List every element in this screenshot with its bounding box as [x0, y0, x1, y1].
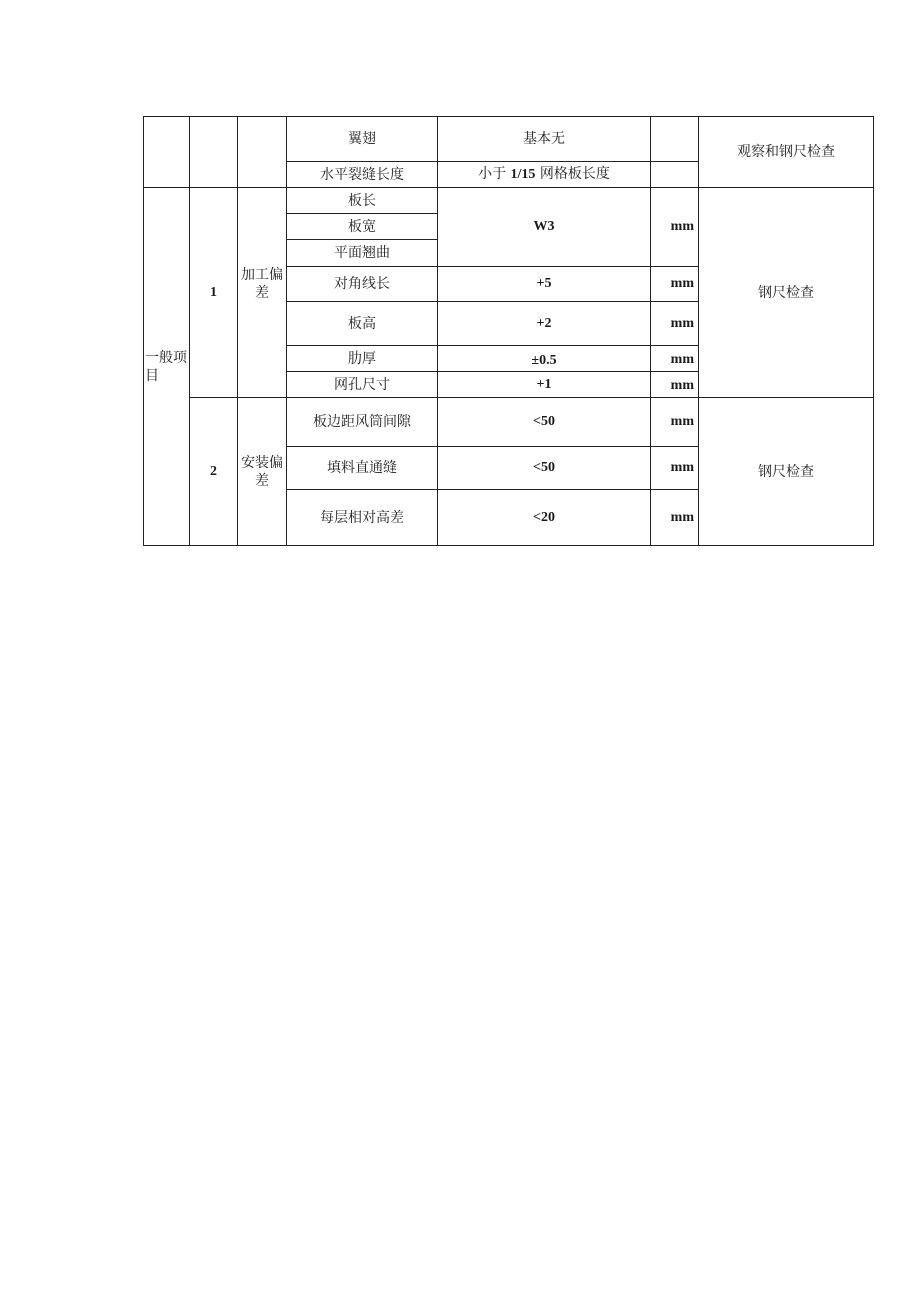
standard-cell-merged: W3	[438, 188, 651, 267]
item-cell: 肋厚	[287, 346, 438, 372]
category-cell-empty	[144, 117, 190, 188]
standard-cell: +5	[438, 267, 651, 302]
table-row	[144, 398, 874, 447]
standard-cell: +2	[438, 302, 651, 346]
item-cell: 板长	[287, 188, 438, 214]
item-cell: 板高	[287, 302, 438, 346]
group-number: 1	[190, 188, 238, 398]
group-name: 安装偏差	[238, 398, 287, 546]
standard-cell: <50	[438, 398, 651, 447]
unit-cell: mm	[651, 346, 699, 372]
item-cell: 网孔尺寸	[287, 372, 438, 398]
table-row	[144, 117, 874, 162]
category-cell: 一般项目	[144, 188, 190, 546]
unit-cell: mm	[651, 398, 699, 447]
no-cell-empty	[190, 117, 238, 188]
standard-cell: ±0.5	[438, 346, 651, 372]
item-cell: 水平裂缝长度	[287, 162, 438, 188]
item-cell: 平面翘曲	[287, 240, 438, 267]
inspection-table	[143, 116, 874, 546]
standard-cell: 基本无	[438, 117, 651, 162]
item-cell: 板边距风筒间隙	[287, 398, 438, 447]
unit-cell: mm	[651, 372, 699, 398]
unit-cell: mm	[651, 267, 699, 302]
group-name: 加工偏差	[238, 188, 287, 398]
standard-cell: 小于 1/15 网格板长度	[438, 162, 651, 188]
item-cell: 板宽	[287, 214, 438, 240]
item-cell: 对角线长	[287, 267, 438, 302]
unit-cell	[651, 117, 699, 162]
standard-cell: +1	[438, 372, 651, 398]
item-cell: 每层相对高差	[287, 490, 438, 546]
unit-cell: mm	[651, 490, 699, 546]
group-number: 2	[190, 398, 238, 546]
item-cell: 填料直通缝	[287, 447, 438, 490]
table-row	[144, 188, 874, 214]
unit-cell	[651, 162, 699, 188]
standard-cell: <50	[438, 447, 651, 490]
unit-cell: mm	[651, 302, 699, 346]
standard-cell: <20	[438, 490, 651, 546]
item-cell: 翼翅	[287, 117, 438, 162]
unit-cell: mm	[651, 447, 699, 490]
method-cell: 钢尺检查	[699, 398, 874, 546]
unit-cell-merged: mm	[651, 188, 699, 267]
group-cell-empty	[238, 117, 287, 188]
method-cell: 钢尺检查	[699, 188, 874, 398]
method-cell: 观察和钢尺检查	[699, 117, 874, 188]
